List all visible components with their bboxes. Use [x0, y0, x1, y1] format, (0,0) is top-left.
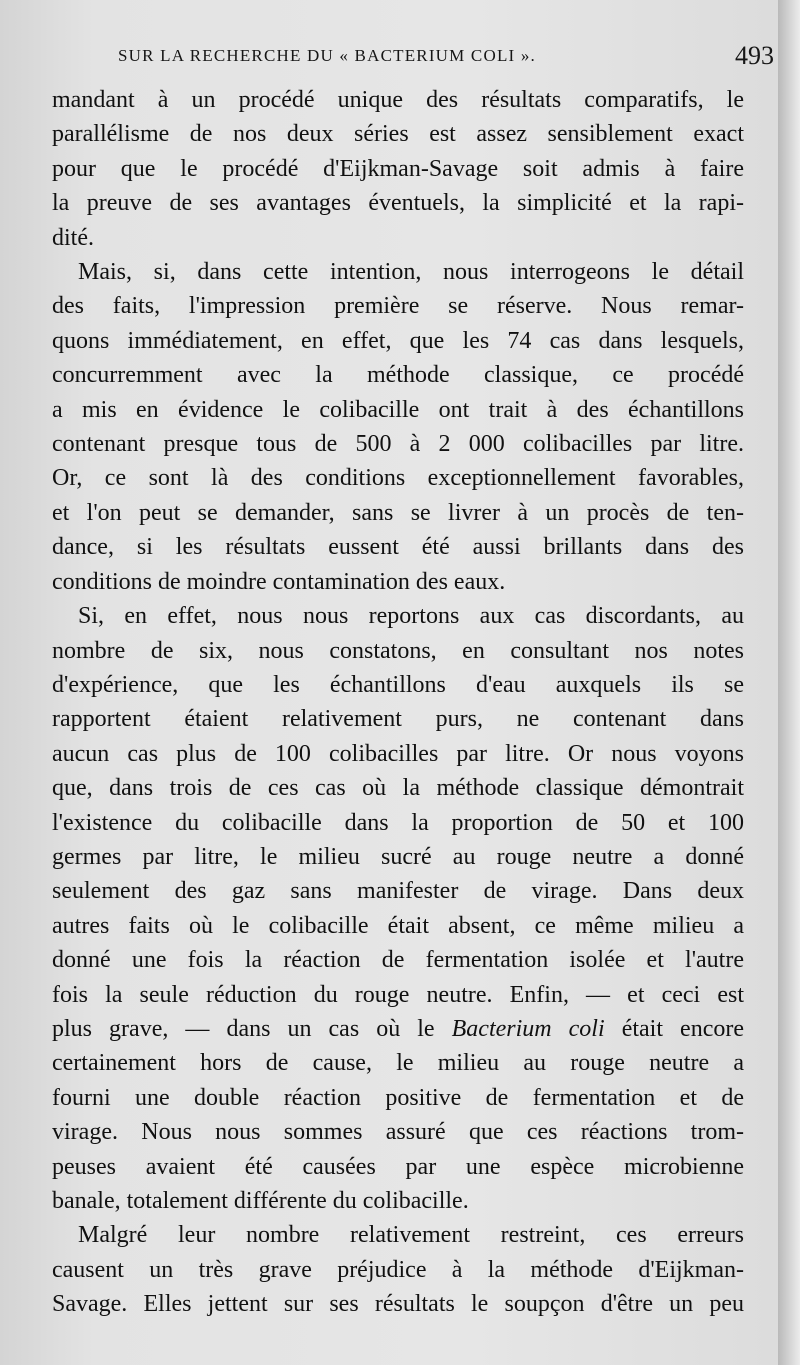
text-line: que, dans trois de ces cas où la méthode classique démontrait [52, 775, 744, 802]
text-line: la preuve de ses avantages éventuels, la simplicité et la rapi- [52, 190, 744, 217]
text-line: certainement hors de cause, le milieu au rouge neutre a [52, 1050, 744, 1077]
running-head [118, 41, 776, 74]
text-line: aucun cas plus de 100 colibacilles par litre. Or nous voyons [52, 740, 744, 767]
body-text [52, 83, 744, 1322]
text-line: parallélisme de nos deux séries est assez sensiblement exact [52, 121, 744, 148]
text-line: autres faits où le colibacille était absent, ce même milieu a [52, 912, 744, 939]
text-line: Malgré leur nombre relativement restreint, ces erreurs [78, 1222, 744, 1249]
page-number: 493 [735, 41, 774, 70]
text-line: des faits, l'impression première se réserve. Nous remar- [52, 293, 744, 320]
text-line: l'existence du colibacille dans la proportion de 50 et 100 [52, 809, 744, 836]
text-line: conditions de moindre contamination des eaux. [52, 568, 506, 595]
text-line: concurremment avec la méthode classique, ce procédé [52, 362, 744, 389]
text-line: rapportent étaient relativement purs, ne contenant dans [52, 706, 744, 733]
text-line: d'expérience, que les échantillons d'eau auxquels ils se [52, 671, 744, 698]
text-line: dance, si les résultats eussent été aussi brillants dans des [52, 534, 744, 561]
text-line: donné une fois la réaction de fermentation isolée et l'autre [52, 947, 744, 974]
text-line-mixed [52, 1012, 744, 1046]
text-line: causent un très grave préjudice à la méthode d'Eijkman- [52, 1256, 744, 1283]
text-line: seulement des gaz sans manifester de virage. Dans deux [52, 878, 744, 905]
text-line: peuses avaient été causées par une espèce microbienne [52, 1153, 744, 1180]
text-line: quons immédiatement, en effet, que les 74 cas dans lesquels, [52, 327, 744, 354]
text-segment: plus grave, — dans un cas où le [52, 1015, 452, 1042]
text-line: fois la seule réduction du rouge neutre. Enfin, — et ceci est [52, 981, 744, 1008]
text-line: dité. [52, 224, 94, 251]
species-name: Bacterium coli [451, 1015, 605, 1042]
text-line: banale, totalement différente du colibacille. [52, 1188, 469, 1214]
text-line: a mis en évidence le colibacille ont trait à des échantillons [52, 396, 744, 423]
page-edge [778, 0, 800, 1365]
text-line: mandant à un procédé unique des résultats comparatifs, le [52, 87, 744, 113]
text-line: Savage. Elles jettent sur ses résultats le soupçon d'être un peu [52, 1291, 744, 1318]
text-line: Or, ce sont là des conditions exceptionnellement favorables, [52, 465, 744, 492]
text-line: et l'on peut se demander, sans se livrer à un procès de ten- [52, 499, 744, 526]
text-line: germes par litre, le milieu sucré au rouge neutre a donné [52, 843, 744, 870]
text-line: virage. Nous nous sommes assuré que ces réactions trom- [52, 1119, 744, 1146]
text-line: Si, en effet, nous nous reportons aux cas discordants, au [78, 603, 744, 630]
text-line: fourni une double réaction positive de fermentation et de [52, 1084, 744, 1111]
text-line: pour que le procédé d'Eijkman-Savage soit admis à faire [52, 155, 744, 182]
running-title: SUR LA RECHERCHE DU « BACTERIUM COLI ». [118, 46, 536, 65]
text-line: nombre de six, nous constatons, en consultant nos notes [52, 637, 744, 664]
text-segment: était encore [604, 1015, 745, 1042]
text-line: Mais, si, dans cette intention, nous interrogeons le détail [78, 259, 744, 286]
text-line: contenant presque tous de 500 à 2 000 colibacilles par litre. [52, 431, 744, 458]
